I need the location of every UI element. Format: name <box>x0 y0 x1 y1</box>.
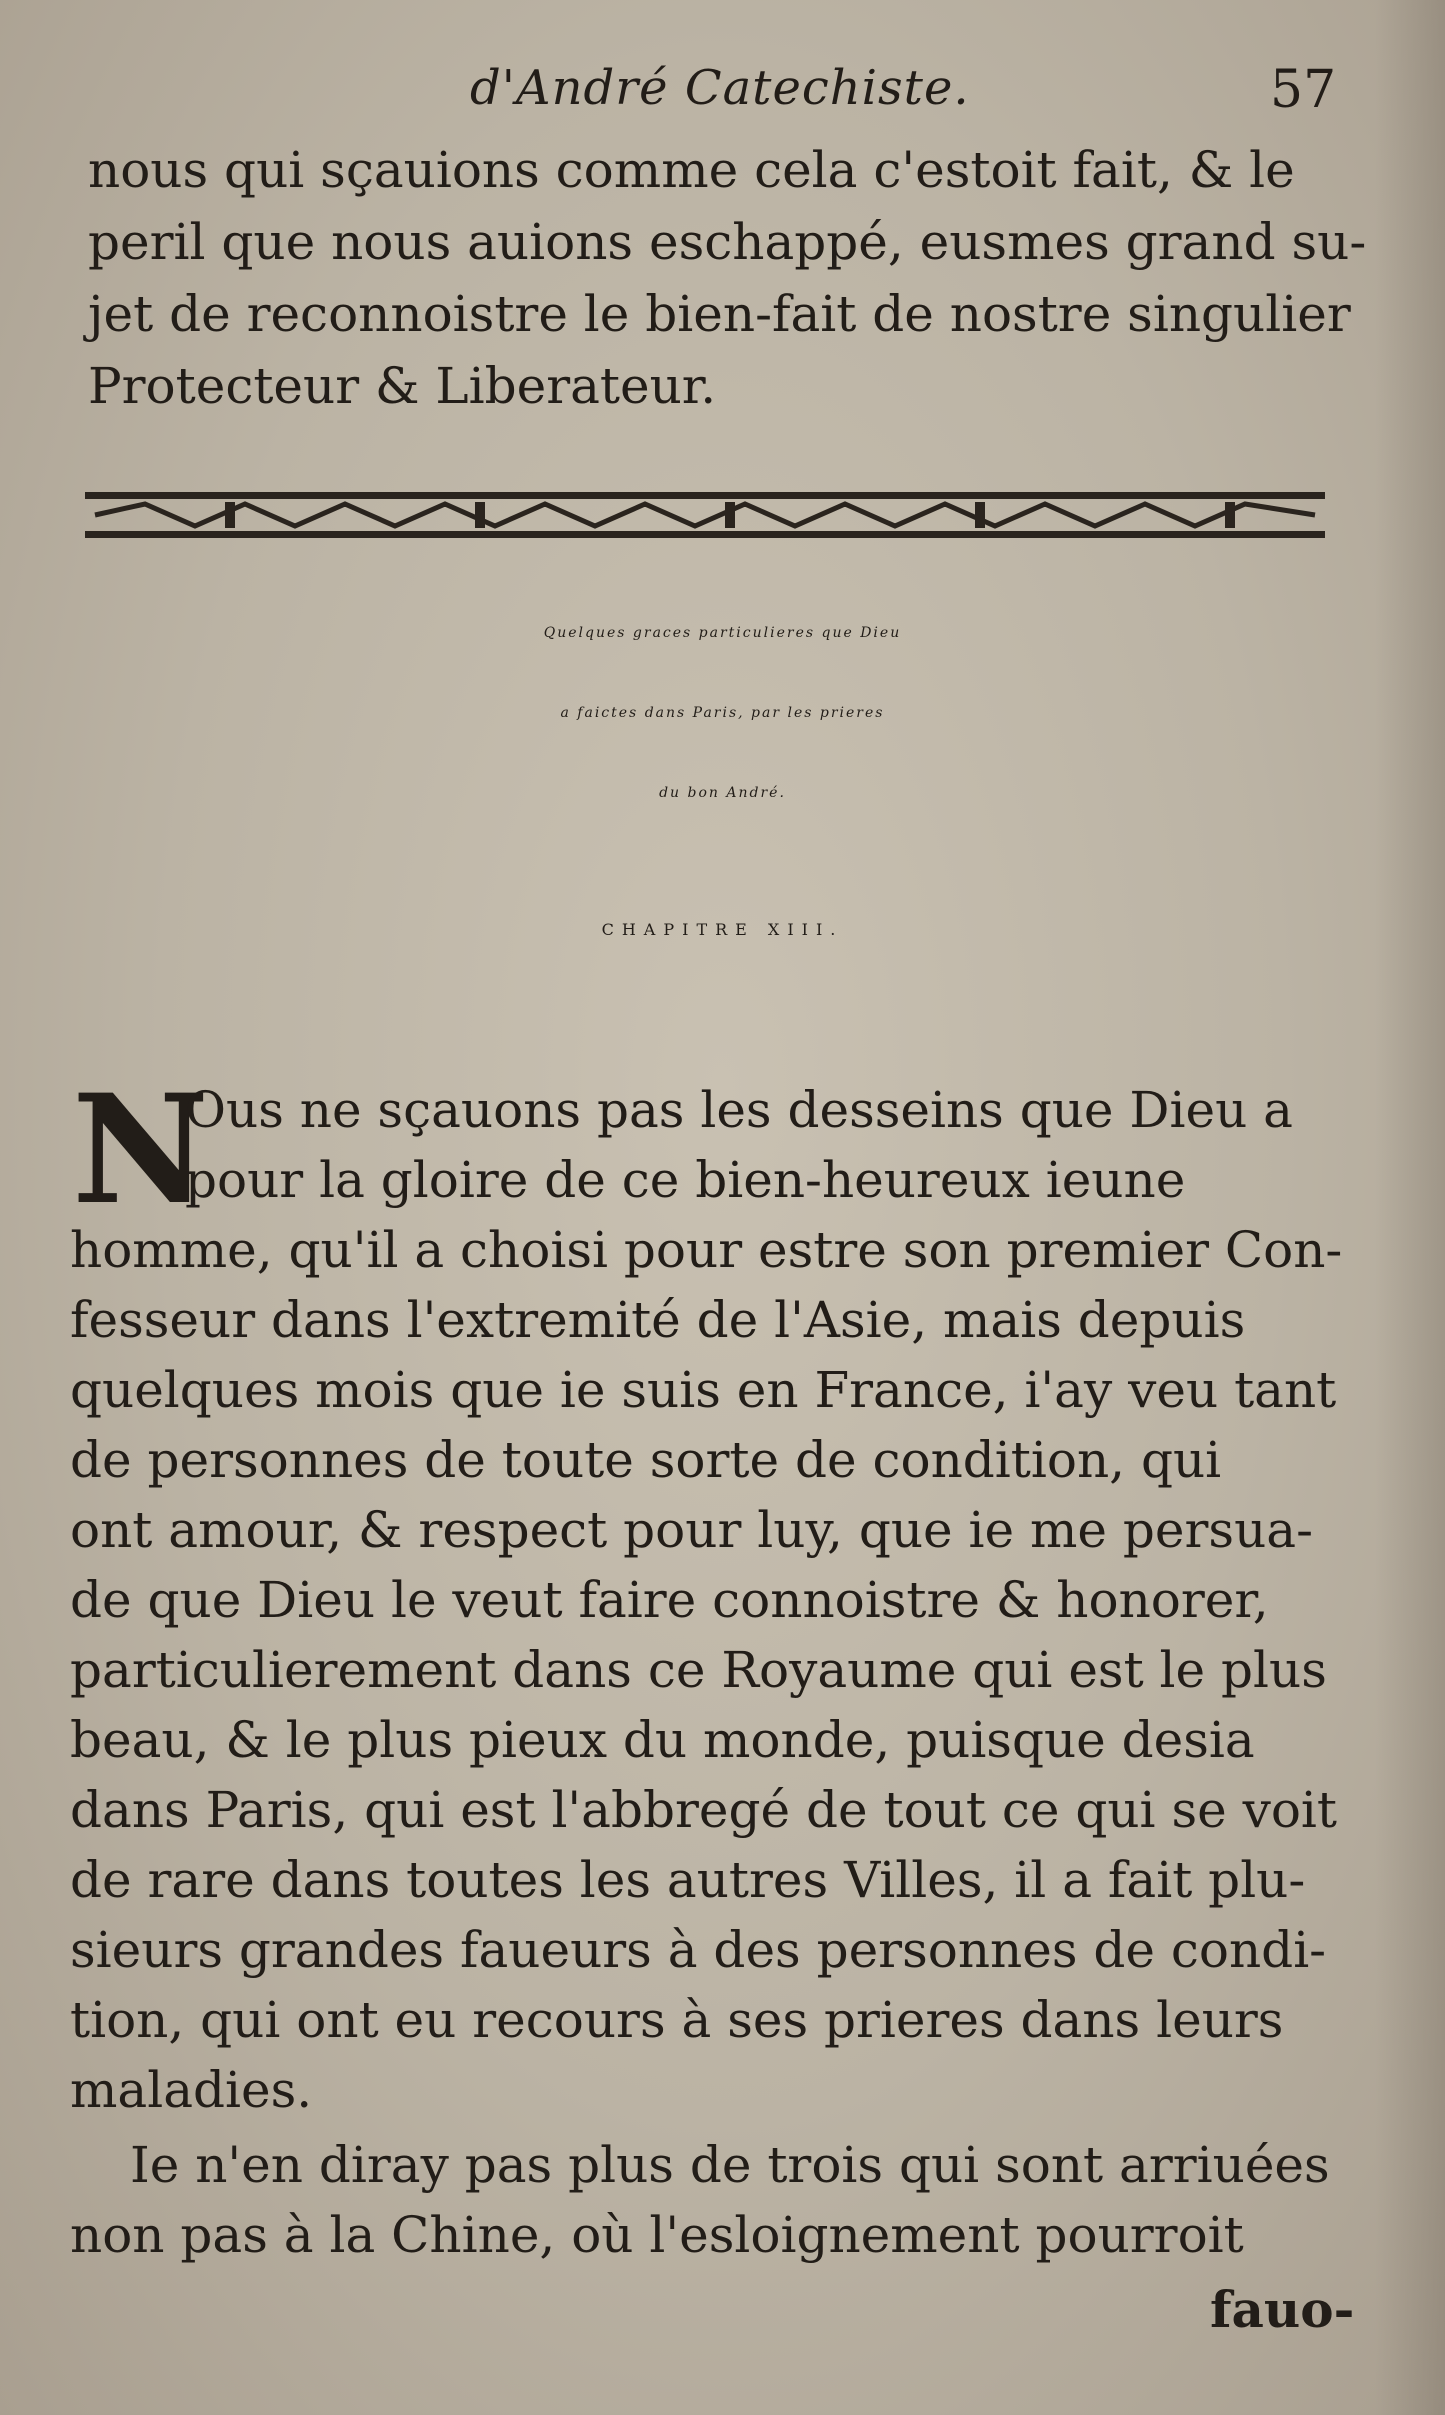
running-head <box>0 60 1445 130</box>
body-line: fesseur dans l'extremité de l'Asie, mais depuis <box>70 1291 1246 1349</box>
ornamental-divider <box>85 490 1325 540</box>
body-line: de personnes de toute sorte de condition, qui <box>70 1431 1222 1489</box>
section-heading-line: du bon André. <box>659 785 786 801</box>
page-number: 57 <box>1270 60 1337 120</box>
body-line: dans Paris, qui est l'abbregé de tout ce qui se voit <box>70 1781 1338 1839</box>
page-edge-shadow <box>1375 0 1445 2415</box>
body-line: beau, & le plus pieux du monde, puisque desia <box>70 1711 1255 1769</box>
body-line: Ie n'en diray pas plus de trois qui sont arriuées <box>130 2136 1330 2194</box>
body-line: de que Dieu le veut faire connoistre & honorer, <box>70 1571 1269 1629</box>
body-line: sieurs grandes faueurs à des personnes de condi- <box>70 1921 1327 1979</box>
preceding-text-line: peril que nous auions eschappé, eusmes grand su- <box>88 213 1367 271</box>
preceding-text-line: Protecteur & Liberateur. <box>88 357 717 415</box>
section-heading-line: a faictes dans Paris, par les prieres <box>560 705 885 721</box>
preceding-text-line: nous qui sçauions comme cela c'estoit fait, & le <box>88 141 1295 199</box>
body-line: non pas à la Chine, où l'esloignement pourroit <box>70 2206 1244 2264</box>
body-line: particulierement dans ce Royaume qui est le plus <box>70 1641 1327 1699</box>
drop-cap: N <box>72 1062 210 1238</box>
body-line: ont amour, & respect pour luy, que ie me persua- <box>70 1501 1313 1559</box>
section-heading-line: Quelques graces particulieres que Dieu <box>543 625 902 641</box>
chapter-title: CHAPITRE XIII. <box>601 920 844 939</box>
body-line: Ous ne sçauons pas les desseins que Dieu a <box>185 1081 1293 1139</box>
running-title: d'André Catechiste. <box>470 60 970 116</box>
catchword: fauo- <box>1210 2280 1355 2339</box>
body-line: pour la gloire de ce bien-heureux ieune <box>185 1151 1186 1209</box>
body-line: de rare dans toutes les autres Villes, il a fait plu- <box>70 1851 1306 1909</box>
body-line: tion, qui ont eu recours à ses prieres dans leurs <box>70 1991 1284 2049</box>
body-line: quelques mois que ie suis en France, i'ay veu tant <box>70 1361 1337 1419</box>
preceding-text-line: jet de reconnoistre le bien-fait de nostre singulier <box>88 285 1351 343</box>
body-line: maladies. <box>70 2061 313 2119</box>
body-line: homme, qu'il a choisi pour estre son premier Con- <box>70 1221 1343 1279</box>
